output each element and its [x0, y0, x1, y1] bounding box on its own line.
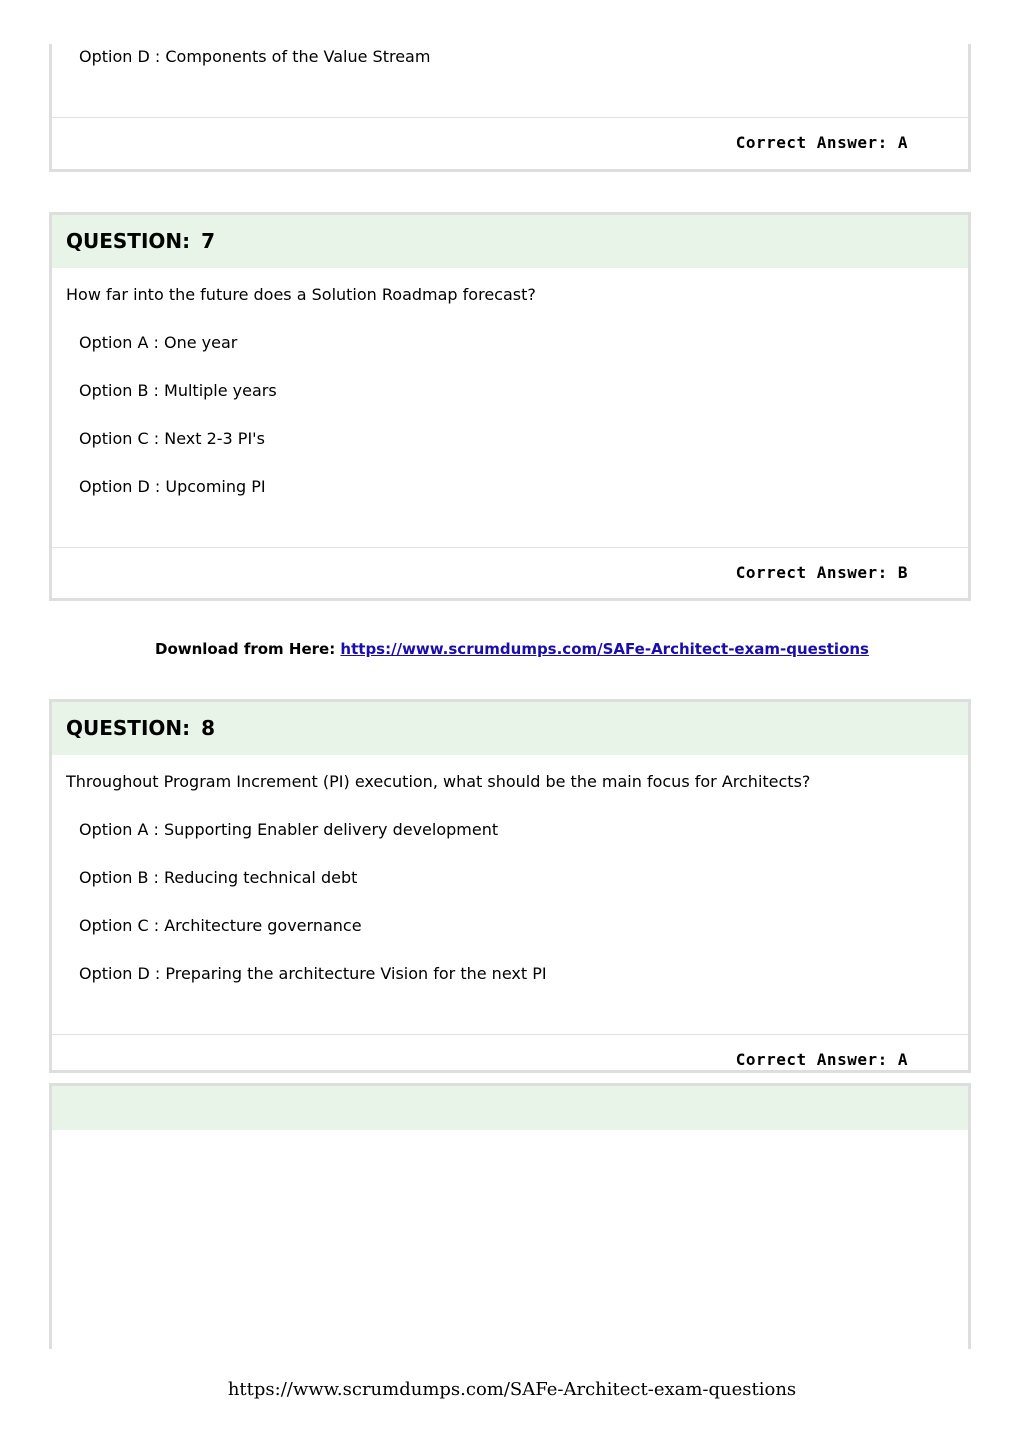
option-a: Option A : Supporting Enabler delivery development	[79, 820, 499, 839]
option-c: Option C : Architecture governance	[79, 916, 362, 935]
question-header	[52, 215, 968, 268]
correct-answer: Correct Answer: B	[735, 563, 908, 582]
question-title: QUESTION: 7	[66, 229, 216, 253]
question-title: QUESTION: 8	[66, 716, 216, 740]
download-label: Download from Here:	[155, 640, 341, 658]
question-header	[52, 702, 968, 755]
option-a: Option A : One year	[79, 333, 238, 352]
question-text: Throughout Program Increment (PI) execution, what should be the main focus for Architects?	[66, 772, 811, 791]
question-card-6	[49, 44, 971, 172]
option-d: Option D : Preparing the architecture Vision for the next PI	[79, 964, 547, 983]
option-d: Option D : Components of the Value Stream	[79, 47, 431, 66]
question-card-7	[49, 212, 971, 601]
question-card-next	[49, 1083, 971, 1349]
download-line	[0, 640, 1024, 658]
question-header	[52, 1086, 968, 1130]
option-b: Option B : Reducing technical debt	[79, 868, 358, 887]
correct-answer: Correct Answer: A	[735, 133, 908, 152]
question-card-8	[49, 699, 971, 1073]
footer-url: https://www.scrumdumps.com/SAFe-Architect-exam-questions	[227, 1379, 797, 1400]
option-d: Option D : Upcoming PI	[79, 477, 266, 496]
divider	[52, 547, 968, 548]
option-c: Option C : Next 2-3 PI's	[79, 429, 265, 448]
option-b: Option B : Multiple years	[79, 381, 277, 400]
divider	[52, 1034, 968, 1035]
question-text: How far into the future does a Solution Roadmap forecast?	[66, 285, 536, 304]
correct-answer: Correct Answer: A	[735, 1050, 908, 1069]
download-link[interactable]: https://www.scrumdumps.com/SAFe-Architect-exam-questions	[340, 640, 869, 658]
divider	[52, 117, 968, 118]
